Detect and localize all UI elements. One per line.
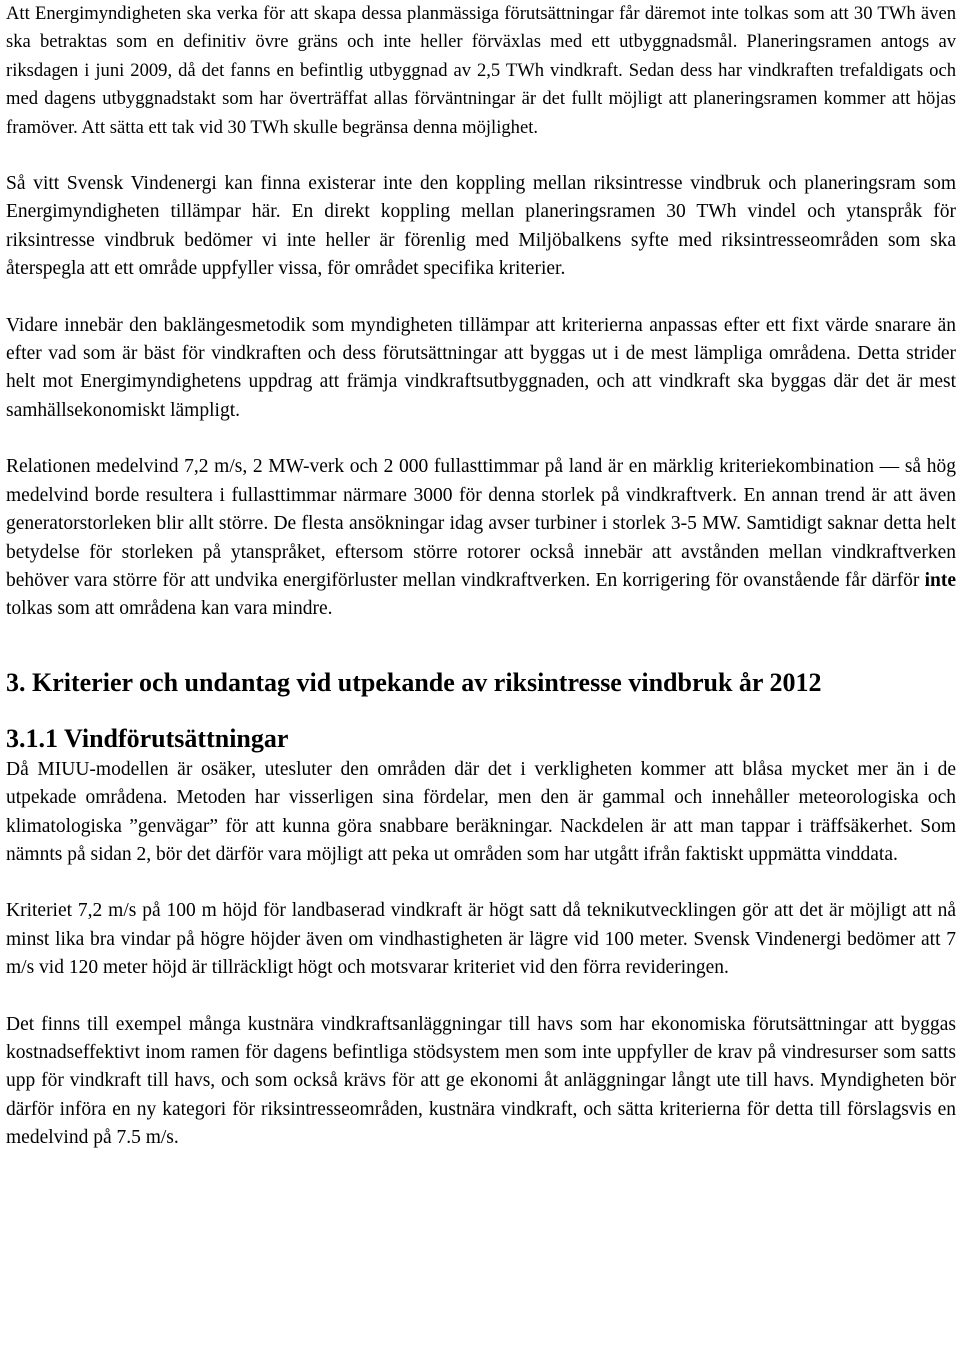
paragraph-text: tolkas som att områdena kan vara mindre. xyxy=(6,598,333,620)
paragraph-criteria-combination xyxy=(6,453,956,623)
emphasis-inte: inte xyxy=(924,569,956,591)
paragraph-coupling: Så vitt Svensk Vindenergi kan finna existerar inte den koppling mellan riksintresse vindbruk och planeringsram som Energimyndigheten tillämpar här. En direkt koppling mellan planeringsramen 30 TWh vindel och ytanspråk för riksintresse vindbruk bedömer vi inte heller är förenlig med Miljöbalkens syfte med riksintresseområden som ska återspegla att ett område uppfyller vissa, för området specifika kriterier. xyxy=(6,173,956,280)
paragraph-miuu-model: Då MIUU-modellen är osäker, utesluter den områden där det i verkligheten kommer att blåsa mycket mer än i de utpekade områdena. Metoden har visserligen sina fördelar, men den är gammal och innehåller meteorologiska och klimatologiska ”genvägar” för att kunna göra snabbare beräkningar. Nackdelen är att man tappar i träffsäkerhet. Som nämnts på sidan 2, bör det därför vara möjligt att peka ut områden som har utgått ifrån faktiskt uppmätta vinddata. xyxy=(6,758,956,865)
paragraph-coastal-wind: Det finns till exempel många kustnära vindkraftsanläggningar till havs som har ekonomiska förutsättningar att byggas kostnadseffektivt inom ramen för dagens befintliga stödsystem men som inte uppfyller de krav på vindresurser som satts upp för vindkraft till havs, och som också krävs för att ge ekonomi åt anläggningar långt ute till havs. Myndigheten bör därför införa en ny kategori för riksintresseområden, kustnära vindkraft, och sätta kriterierna för detta till förslagsvis en medelvind på 7.5 m/s. xyxy=(6,1013,956,1149)
paragraph-text: Att Energimyndigheten ska verka för att skapa dessa planmässiga förutsättningar får däremot inte tolkas som att 30 TWh även ska betraktas som en definitiv övre gräns och inte heller förväxlas med ett utbyggnadsmål. Planeringsramen antogs av riksdagen i juni 2009, då det fanns en befintlig utbyggnad av 2,5 TWh vindkraft. Sedan dess har vindkraften trefaldigats och med dagens utbyggnadstakt som har överträffat allas förväntningar är det fullt möjligt att planeringsramen kommer att höjas framöver. Att sätta ett tak vid 30 TWh skulle begränsa denna möjlighet. xyxy=(6,3,956,138)
paragraph-backwards-method: Vidare innebär den baklängesmetodik som myndigheten tillämpar att kriterierna anpassas efter ett fixt värde snarare än efter vad som är bäst för vindkraften och dess förutsättningar att byggas ut i de mest lämpliga områdena. Detta strider helt mot Energimyndighetens uppdrag att främja vindkraftsutbyggnaden, och att vindkraft ska byggas där det är mest samhällsekonomiskt lämpligt. xyxy=(6,314,956,421)
paragraph-wind-criterion: Kriteriet 7,2 m/s på 100 m höjd för landbaserad vindkraft är högt satt då teknikutvecklingen gör att det är möjligt att nå minst lika bra vindar på högre höjder även om vindhastigheten är lägre vid 100 meter. Svensk Vindenergi bedömer att 7 m/s vid 120 meter höjd är tillräckligt högt och motsvarar kriteriet vid den förra revideringen. xyxy=(6,900,956,979)
paragraph-planning-frame xyxy=(6,0,956,142)
section-heading: 3. Kriterier och undantag vid utpekande av riksintresse vindbruk år 2012 xyxy=(6,667,822,697)
subsection-heading: 3.1.1 Vindförutsättningar xyxy=(6,723,289,753)
paragraph-text: Relationen medelvind 7,2 m/s, 2 MW-verk och 2 000 fullasttimmar på land är en märklig kriteriekombination — så hög medelvind borde resultera i fullasttimmar närmare 3000 för denna storlek på vindkraftverk. En annan trend är att även generatorstorleken blir allt större. De flesta ansökningar idag avser turbiner i storlek 3-5 MW. Samtidigt saknar detta helt betydelse för storleken på ytanspråket, eftersom större rotorer också innebär att avstånden mellan vindkraftverken behöver vara större för att undvika energiförluster mellan vindkraftverken. En korrigering för ovanstående får därför xyxy=(6,456,956,591)
